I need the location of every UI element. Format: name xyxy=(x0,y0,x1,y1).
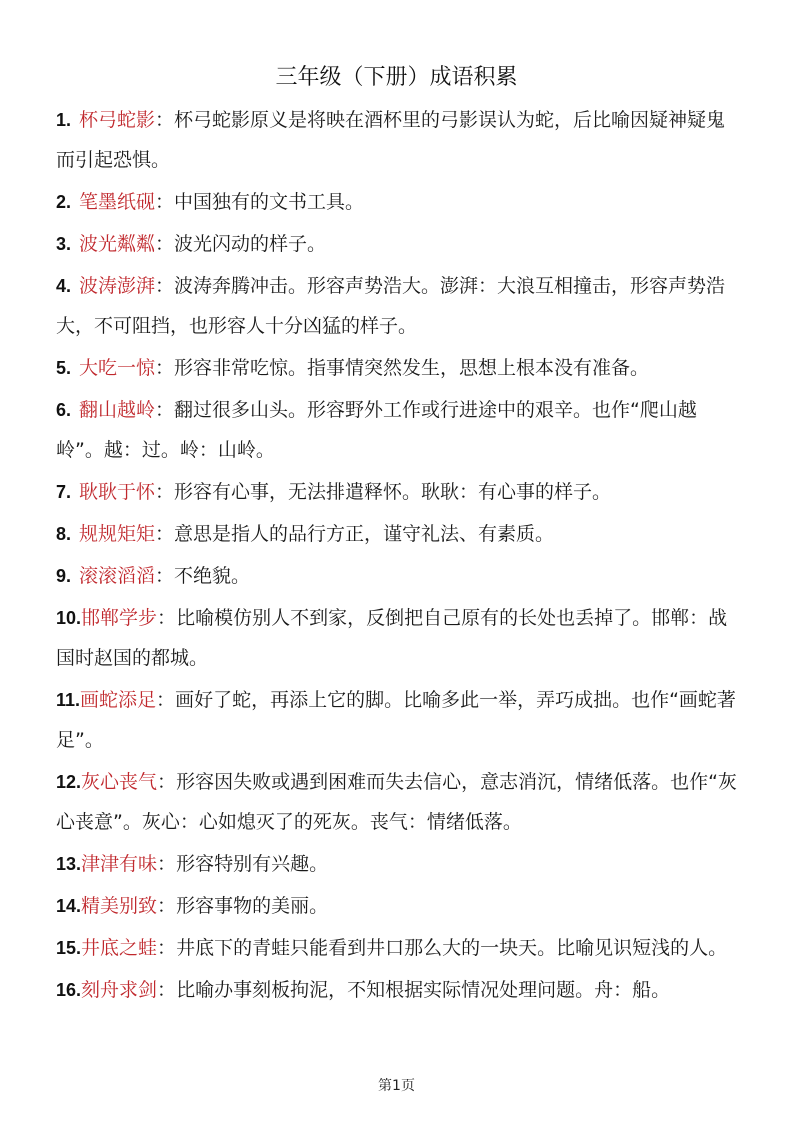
entry-separator: ： xyxy=(155,523,175,545)
entry-separator: ： xyxy=(155,481,175,503)
idiom-entry xyxy=(56,680,740,760)
entry-separator: ： xyxy=(155,191,175,213)
entry-number: 14. xyxy=(56,896,82,916)
entry-number: 12. xyxy=(56,772,82,792)
entry-separator: ： xyxy=(155,275,175,297)
idiom-definition: 比喻办事刻板拘泥，不知根据实际情况处理问题。舟：船。 xyxy=(176,979,671,1001)
entry-number: 1. xyxy=(56,110,72,130)
entry-separator: ： xyxy=(157,771,177,793)
entry-number: 9. xyxy=(56,566,72,586)
idiom-definition: 意思是指人的品行方正，谨守礼法、有素质。 xyxy=(174,523,555,545)
entry-number: 7. xyxy=(56,482,72,502)
entry-number: 2. xyxy=(56,192,72,212)
idiom-definition: 形容事物的美丽。 xyxy=(176,895,329,917)
idiom-entry xyxy=(56,844,740,884)
idiom-term: 波光粼粼 xyxy=(79,233,156,255)
idiom-definition: 形容非常吃惊。指事情突然发生，思想上根本没有准备。 xyxy=(174,357,650,379)
entry-separator: ： xyxy=(157,937,177,959)
idiom-term: 波涛澎湃 xyxy=(79,275,156,297)
entry-separator: ： xyxy=(156,689,176,711)
idiom-term: 大吃一惊 xyxy=(79,357,156,379)
entry-number: 15. xyxy=(56,938,82,958)
idiom-entry xyxy=(56,472,740,512)
idiom-term: 刻舟求剑 xyxy=(81,979,158,1001)
entry-number: 5. xyxy=(56,358,72,378)
idiom-term: 笔墨纸砚 xyxy=(79,191,156,213)
entry-separator: ： xyxy=(155,233,175,255)
page-number: 第1页 xyxy=(378,1078,415,1094)
idiom-term: 井底之蛙 xyxy=(81,937,158,959)
idiom-entry xyxy=(56,514,740,554)
idiom-list xyxy=(56,100,740,1012)
entry-separator: ： xyxy=(157,607,177,629)
idiom-term: 规规矩矩 xyxy=(79,523,156,545)
idiom-entry xyxy=(56,970,740,1010)
idiom-definition: 波涛奔腾冲击。形容声势浩大。澎湃：大浪互相撞击，形容声势浩大，不可阻挡，也形容人十分凶猛的样子。 xyxy=(56,275,726,337)
idiom-entry xyxy=(56,598,740,678)
idiom-entry xyxy=(56,182,740,222)
idiom-definition: 杯弓蛇影原义是将映在酒杯里的弓影误认为蛇，后比喻因疑神疑鬼而引起恐惧。 xyxy=(56,109,726,171)
entry-number: 16. xyxy=(56,980,82,1000)
idiom-definition: 形容特别有兴趣。 xyxy=(176,853,329,875)
entry-number: 13. xyxy=(56,854,82,874)
entry-separator: ： xyxy=(155,399,175,421)
entry-number: 11. xyxy=(56,690,81,710)
idiom-definition: 形容因失败或遇到困难而失去信心，意志消沉，情绪低落。也作“灰心丧意”。灰心：心如熄灭了的死灰。丧气：情绪低落。 xyxy=(56,771,737,833)
idiom-term: 耿耿于怀 xyxy=(79,481,156,503)
idiom-definition: 形容有心事，无法排遣释怀。耿耿：有心事的样子。 xyxy=(174,481,612,503)
idiom-term: 杯弓蛇影 xyxy=(79,109,156,131)
entry-number: 6. xyxy=(56,400,72,420)
idiom-entry xyxy=(56,762,740,842)
entry-separator: ： xyxy=(157,853,177,875)
idiom-definition: 井底下的青蛙只能看到井口那么大的一块天。比喻见识短浅的人。 xyxy=(176,937,728,959)
entry-number: 3. xyxy=(56,234,72,254)
idiom-definition: 比喻模仿别人不到家，反倒把自己原有的长处也丢掉了。邯郸：战国时赵国的都城。 xyxy=(56,607,728,669)
entry-separator: ： xyxy=(155,565,175,587)
entry-separator: ： xyxy=(157,979,177,1001)
idiom-entry xyxy=(56,928,740,968)
idiom-term: 邯郸学步 xyxy=(81,607,158,629)
idiom-term: 精美别致 xyxy=(81,895,158,917)
idiom-entry xyxy=(56,224,740,264)
idiom-definition: 波光闪动的样子。 xyxy=(174,233,327,255)
entry-separator: ： xyxy=(155,357,175,379)
entry-number: 8. xyxy=(56,524,72,544)
document-title: 三年级（下册）成语积累 xyxy=(275,65,518,90)
idiom-definition: 不绝貌。 xyxy=(174,565,251,587)
entry-separator: ： xyxy=(157,895,177,917)
entry-number: 4. xyxy=(56,276,72,296)
idiom-entry xyxy=(56,266,740,346)
idiom-definition: 画好了蛇，再添上它的脚。比喻多此一举，弄巧成拙。也作“画蛇著足”。 xyxy=(56,689,736,751)
idiom-term: 滚滚滔滔 xyxy=(79,565,156,587)
idiom-term: 津津有味 xyxy=(81,853,158,875)
entry-number: 10. xyxy=(56,608,82,628)
idiom-entry xyxy=(56,100,740,180)
idiom-entry xyxy=(56,556,740,596)
idiom-term: 翻山越岭 xyxy=(79,399,156,421)
idiom-term: 灰心丧气 xyxy=(81,771,158,793)
idiom-entry xyxy=(56,348,740,388)
idiom-definition: 中国独有的文书工具。 xyxy=(174,191,365,213)
idiom-term: 画蛇添足 xyxy=(80,689,157,711)
idiom-entry xyxy=(56,886,740,926)
entry-separator: ： xyxy=(155,109,175,131)
idiom-definition: 翻过很多山头。形容野外工作或行进途中的艰辛。也作“爬山越岭”。越：过。岭：山岭。 xyxy=(56,399,697,461)
idiom-entry xyxy=(56,390,740,470)
